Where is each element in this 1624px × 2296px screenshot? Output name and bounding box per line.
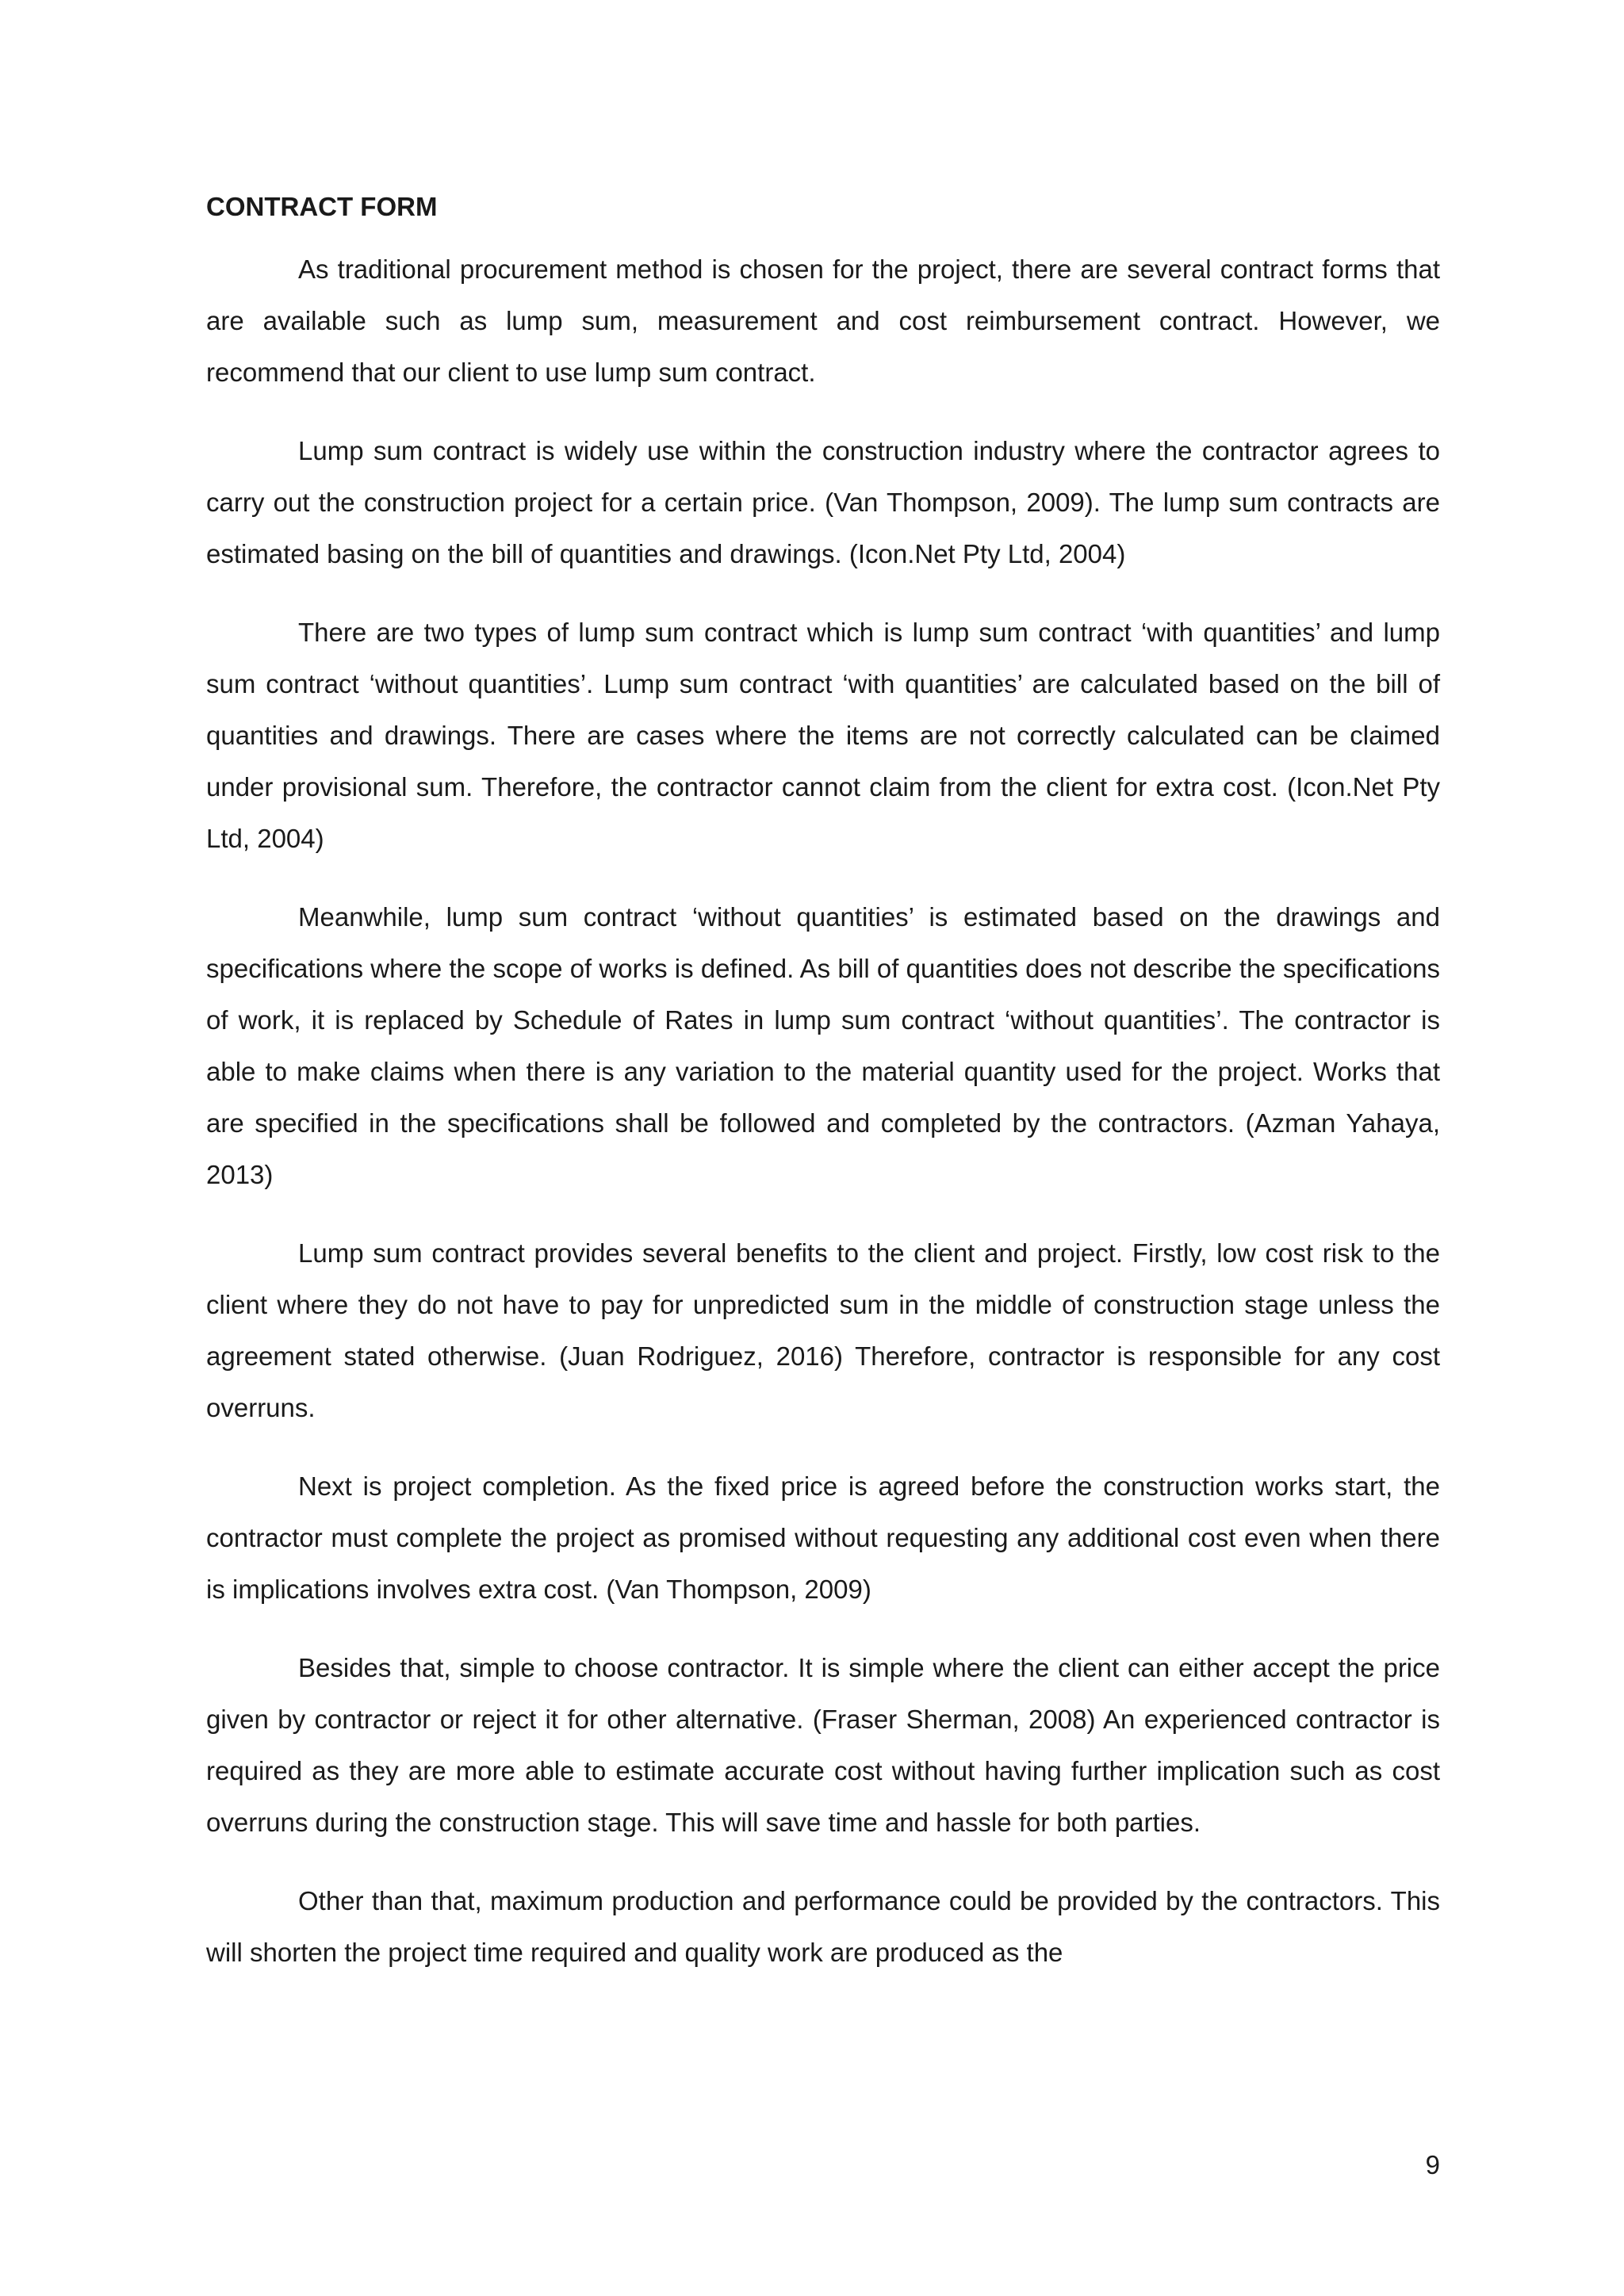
page-content	[206, 190, 1440, 2005]
paragraph-3: There are two types of lump sum contract which is lump sum contract ‘with quantities’ and lump sum contract ‘without quantities’. Lump sum contract ‘with quantities’ are calculated based on the bill of quantities and drawings. There are cases where the items are not correctly calculated can be claimed under provisional sum. Therefore, the contractor cannot claim from the client for extra cost. (Icon.Net Pty Ltd, 2004)	[206, 617, 1440, 853]
paragraph-4: Meanwhile, lump sum contract ‘without quantities’ is estimated based on the drawings and specifications where the scope of works is defined. As bill of quantities does not describe the specifications of work, it is replaced by Schedule of Rates in lump sum contract ‘without quantities’. The contractor is able to make claims when there is any variation to the material quantity used for the project. Works that are specified in the specifications shall be followed and completed by the contractors. (Azman Yahaya, 2013)	[206, 901, 1440, 1189]
page-number: 9	[1425, 2150, 1440, 2179]
paragraph-1: As traditional procurement method is chosen for the project, there are several contract forms that are available such as lump sum, measurement and cost reimbursement contract. However, we recommend that our client to use lump sum contract.	[206, 254, 1440, 387]
paragraph-6: Next is project completion. As the fixed price is agreed before the construction works start, the contractor must complete the project as promised without requesting any additional cost even when there is implications involves extra cost. (Van Thompson, 2009)	[206, 1471, 1440, 1604]
paragraph-8: Other than that, maximum production and performance could be provided by the contractors. This will shorten the project time required and quality work are produced as the	[206, 1885, 1440, 1967]
paragraph-7: Besides that, simple to choose contractor. It is simple where the client can either accept the price given by contractor or reject it for other alternative. (Fraser Sherman, 2008) An experienced contractor is required as they are more able to estimate accurate cost without having further implication such as cost overruns during the construction stage. This will save time and hassle for both parties.	[206, 1652, 1440, 1837]
paragraph-2: Lump sum contract is widely use within the construction industry where the contractor agrees to carry out the construction project for a certain price. (Van Thompson, 2009). The lump sum contracts are estimated basing on the bill of quantities and drawings. (Icon.Net Pty Ltd, 2004)	[206, 435, 1440, 568]
section-heading: CONTRACT FORM	[206, 192, 438, 221]
paragraph-5: Lump sum contract provides several benefits to the client and project. Firstly, low cost risk to the client where they do not have to pay for unpredicted sum in the middle of construction stage unless the agreement stated otherwise. (Juan Rodriguez, 2016) Therefore, contractor is responsible for any cost overruns.	[206, 1238, 1440, 1422]
